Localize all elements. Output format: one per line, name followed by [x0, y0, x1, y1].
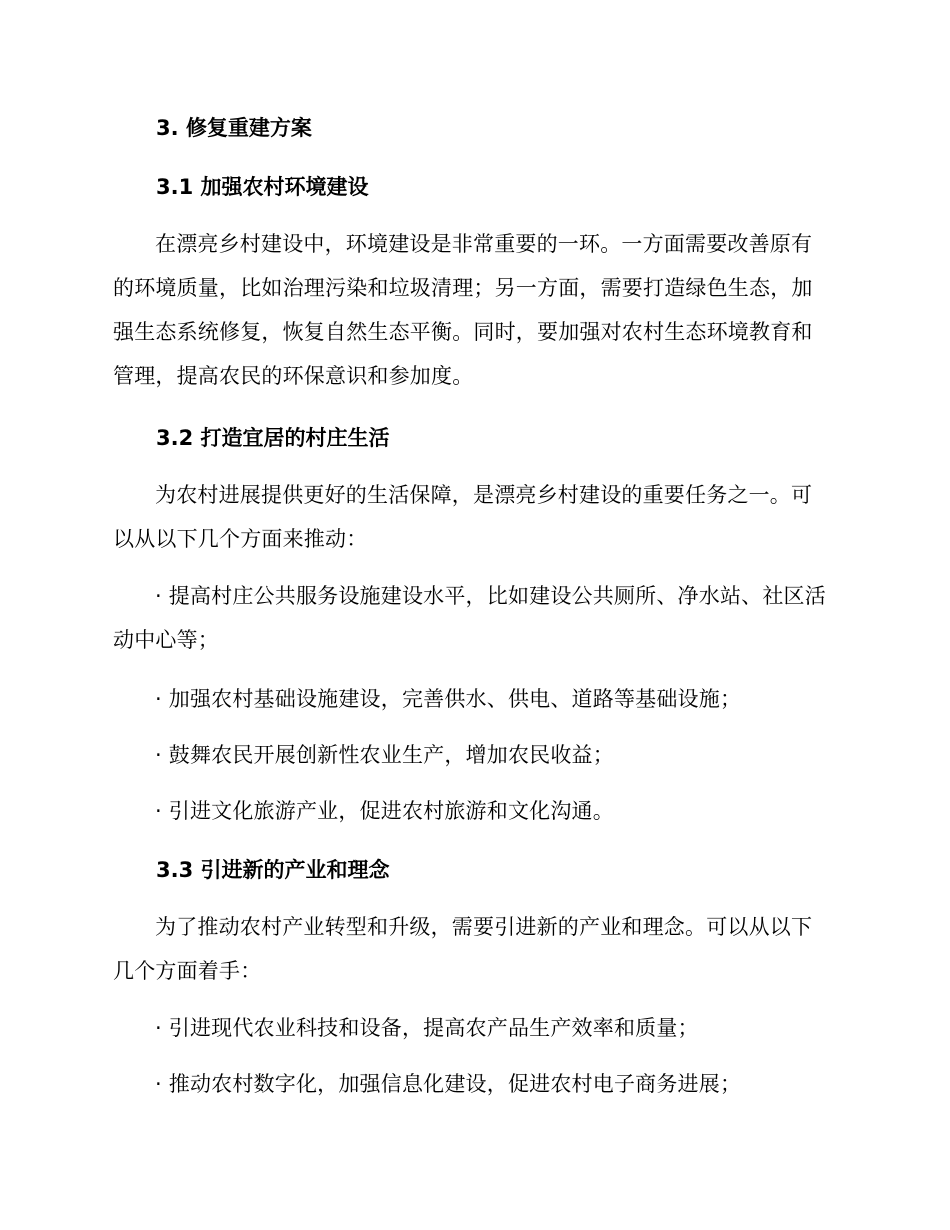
list-item: · 鼓舞农民开展创新性农业生产，增加农民收益；	[155, 743, 614, 767]
list-item: · 引进现代农业科技和设备，提高农产品生产效率和质量；	[155, 1016, 699, 1040]
paragraph-3-2-intro: 为农村进展提供更好的生活保障，是漂亮乡村建设的重要任务之一。可以从以下几个方面来推动：	[113, 483, 813, 551]
list-item: · 提高村庄公共服务设施建设水平，比如建设公共厕所、净水站、社区活动中心等；	[113, 584, 826, 652]
paragraph-3-1: 在漂亮乡村建设中，环境建设是非常重要的一环。一方面需要改善原有的环境质量，比如治理污染和垃圾清理；另一方面，需要打造绿色生态，加强生态系统修复，恢复自然生态平衡。同时，要加强对农村生态环境教育和管理，提高农民的环保意识和参加度。	[113, 232, 813, 388]
section-heading-3-1: 3.1 加强农村环境建设	[156, 175, 369, 199]
section-heading-3: 3. 修复重建方案	[156, 116, 312, 140]
list-item: · 引进文化旅游产业，促进农村旅游和文化沟通。	[155, 799, 614, 823]
section-heading-3-2: 3.2 打造宜居的村庄生活	[156, 426, 390, 450]
list-item: · 加强农村基础设施建设，完善供水、供电、道路等基础设施；	[155, 687, 742, 711]
list-item: · 推动农村数字化，加强信息化建设，促进农村电子商务进展；	[155, 1072, 742, 1096]
section-heading-3-3: 3.3 引进新的产业和理念	[156, 858, 390, 882]
paragraph-3-3-intro: 为了推动农村产业转型和升级，需要引进新的产业和理念。可以从以下几个方面着手：	[113, 915, 813, 983]
